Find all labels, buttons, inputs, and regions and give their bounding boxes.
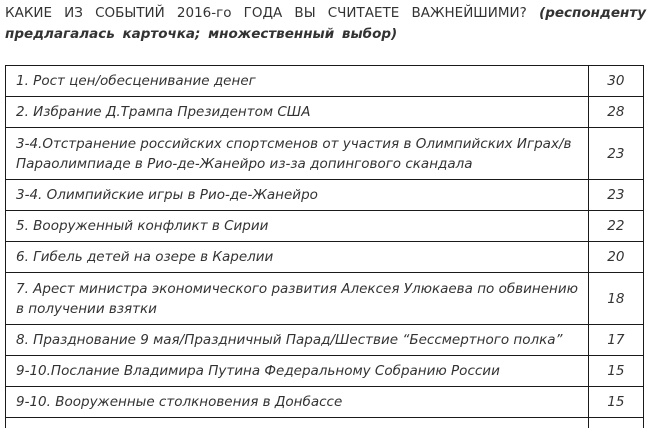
event-percent: 23 [588, 180, 643, 211]
event-label: 6. Гибель детей на озере в Карелии [6, 242, 589, 273]
table-row [6, 66, 644, 97]
table-row [6, 180, 644, 211]
table-row [6, 211, 644, 242]
event-label: 1. Рост цен/обесценивание денег [6, 66, 589, 97]
event-percent: 22 [588, 211, 643, 242]
table-row [6, 128, 644, 180]
event-label: 9-10.Послание Владимира Путина Федеральному Собранию России [6, 356, 589, 387]
event-percent: 15 [588, 387, 643, 418]
question-text: КАКИЕ ИЗ СОБЫТИЙ 2016-го ГОДА ВЫ СЧИТАЕТЕ ВАЖНЕЙШИМИ? [5, 5, 527, 21]
table-row [6, 97, 644, 128]
event-label: 8. Празднование 9 мая/Праздничный Парад/Шествие “Бессмертного полка” [6, 325, 589, 356]
event-label: 7. Арест министра экономического развития Алексея Улюкаева по обвинению в получении взятки [6, 273, 589, 325]
table-row [6, 325, 644, 356]
event-label: 2. Избрание Д.Трампа Президентом США [6, 97, 589, 128]
event-label: 3-4. Олимпийские игры в Рио-де-Жанейро [6, 180, 589, 211]
event-label [6, 418, 589, 428]
event-label: 3-4.Отстранение российских спортсменов от участия в Олимпийских Играх/в Параолимпиаде в Рио-де-Жанейро из-за допингового скандала [6, 128, 589, 180]
table-row [6, 242, 644, 273]
event-percent: 28 [588, 97, 643, 128]
question-note: (респонденту предлагалась карточка; множественный выбор) [5, 5, 646, 42]
table-row-partial [6, 418, 644, 428]
event-percent: 17 [588, 325, 643, 356]
event-label: 5. Вооруженный конфликт в Сирии [6, 211, 589, 242]
table-row [6, 387, 644, 418]
event-percent: 18 [588, 273, 643, 325]
results-table [5, 65, 644, 428]
question-heading [5, 3, 646, 45]
event-percent [588, 418, 643, 428]
event-percent: 15 [588, 356, 643, 387]
event-label: 9-10. Вооруженные столкновения в Донбассе [6, 387, 589, 418]
event-percent: 30 [588, 66, 643, 97]
event-percent: 20 [588, 242, 643, 273]
table-row [6, 273, 644, 325]
event-percent: 23 [588, 128, 643, 180]
table-row [6, 356, 644, 387]
